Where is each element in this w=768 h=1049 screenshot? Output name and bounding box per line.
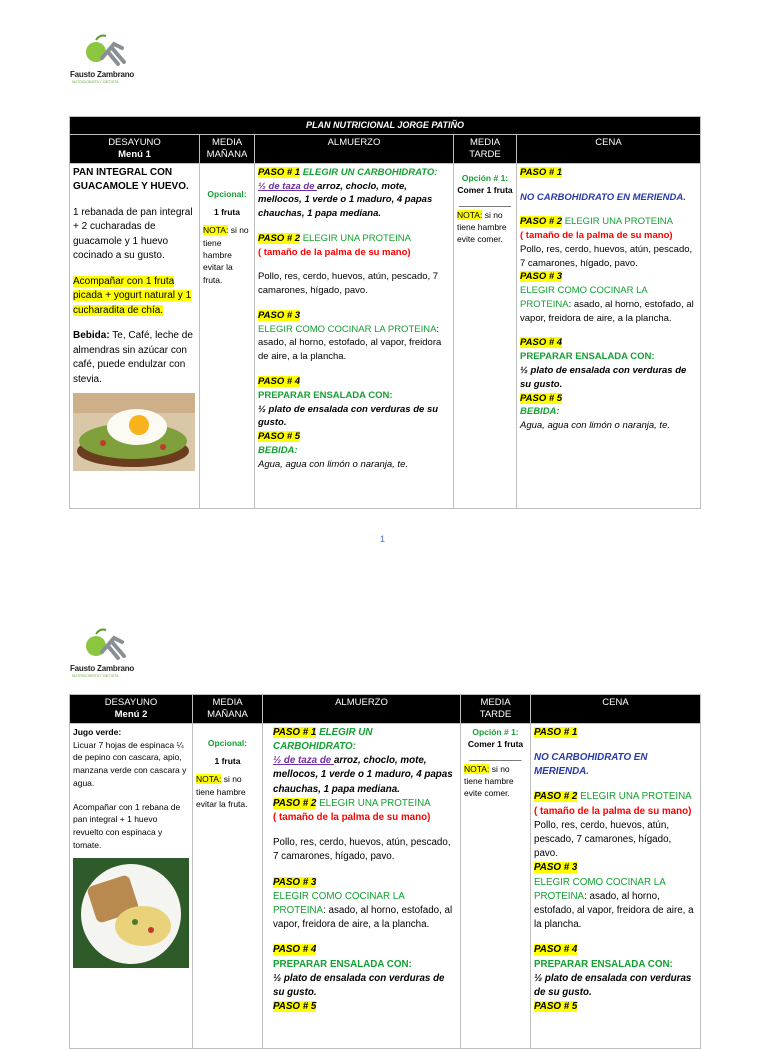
almuerzo-step-3: PASO # 3 [258,309,301,321]
almuerzo-cell [255,163,454,508]
media-tarde-cell [454,163,517,508]
header-cena-2: CENA [531,695,701,724]
almuerzo-step-2-note-2: ( tamaño de la palma de su mano) [273,811,431,823]
almuerzo-step-4-text-2: ½ plato de ensalada con verduras de su gusto. [273,972,445,998]
cena-step-4-title-2: PREPARAR ENSALADA CON: [534,958,673,970]
desayuno-title: PAN INTEGRAL CON GUACAMOLE Y HUEVO. [73,166,189,193]
desayuno-cell [70,163,200,508]
cena-step-2: PASO # 2 ELEGIR UNA PROTEINA [520,216,673,228]
almuerzo-step-2-2: PASO # 2 ELEGIR UNA PROTEINA [273,797,431,809]
menu-label-2: Menú 2 [114,708,148,720]
cena-step-2-note-2: ( tamaño de la palma de su mano) [534,805,692,817]
media-manana-note-2: NOTA: si no tiene hambre evitar la fruta. [196,774,248,809]
almuerzo-step-4-title-2: PREPARAR ENSALADA CON: [273,958,412,970]
cena-step-1: PASO # 1 [520,166,563,178]
header-media-tarde: MEDIA TARDE [454,135,517,164]
brand-logo-2 [70,628,150,678]
almuerzo-step-2-text-2: Pollo, res, cerdo, huevos, atún, pescado, 7 camarones, hígado, pavo. [273,837,451,863]
media-tarde-fruit: Comer 1 fruta [457,185,513,196]
almuerzo-step-4-text: ½ plato de ensalada con verduras de su gusto. [258,403,439,429]
cena-step-4-text: ½ plato de ensalada con verduras de su gusto. [520,364,687,390]
desayuno-accompaniment: Acompañar con 1 fruta picada + yogurt natural y 1 cucharadita de chía. [73,275,192,316]
cena-step-2-note: ( tamaño de la palma de su mano) [520,230,673,242]
almuerzo-step-3-text: ELEGIR COMO COCINAR LA PROTEINA: asado, al horno, estofado, al vapor, freidora de aire, a la plancha. [258,323,442,363]
almuerzo-step-2-note: ( tamaño de la palma de su mano) [258,246,411,258]
almuerzo-step-1-text-2: ½ de taza de arroz, choclo, mote, mellocos, 1 verde o 1 maduro, 4 papas chauchas, 1 papa mediana. [273,755,453,795]
media-manana-fruit: 1 fruta [214,207,240,218]
media-tarde-rule: ___________ [458,197,511,208]
media-manana-fruit-2: 1 fruta [214,756,241,767]
cena-step-4-2: PASO # 4 [534,944,578,956]
almuerzo-step-3-2: PASO # 3 [273,876,317,888]
menu1-table [69,116,701,509]
brand-name-2: Fausto Zambrano [70,664,135,673]
header-cena: CENA [517,135,701,164]
cena-step-3-text: ELEGIR COMO COCINAR LA PROTEINA: asado, al horno, estofado, al vapor, freidora de aire, a la plancha. [520,285,694,324]
media-manana-optional-2: Opcional: [207,737,248,748]
header-desayuno: DESAYUNO Menú 1 [70,135,200,164]
desayuno-accompaniment-2: Acompañar con 1 rebana de pan integral + 1 huevo revuelto con espinaca y tomate. [73,801,181,850]
desayuno-juice-text: Licuar 7 hojas de espinaca ¼ de pepino con cascara, apio, manzana verde con cascara y agua. [73,739,187,788]
almuerzo-step-1-2: PASO # 1 ELEGIR UN CARBOHIDRATO: [273,726,373,752]
desayuno-drink: Bebida: Te, Café, leche de almendras sin azúcar con café, puede endulzar con stevia. [73,330,193,385]
cena-step-2-2: PASO # 2 ELEGIR UNA PROTEINA [534,791,692,803]
almuerzo-step-2-text: Pollo, res, cerdo, huevos, atún, pescado, 7 camarones, hígado, pavo. [258,271,439,297]
cena-drink-label: BEBIDA: [520,406,560,418]
media-tarde-note-2: NOTA: si no tiene hambre evite comer. [464,763,514,799]
media-tarde-rule-2: ___________ [469,751,522,762]
brand-name: Fausto Zambrano [70,70,135,79]
cena-step-5: PASO # 5 [520,392,563,404]
header-media-tarde-2: MEDIA TARDE [461,695,531,724]
media-manana-note: NOTA: si no tiene hambre evitar la fruta. [203,225,249,285]
desayuno-cell-2 [70,723,193,1048]
brand-subtitle: NUTRICIONISTA Y DIETISTA [72,80,119,84]
menu-label: Menú 1 [118,148,151,160]
cena-cell-2 [531,723,701,1048]
header-almuerzo-2: ALMUERZO [263,695,461,724]
logo-icon [78,34,134,70]
media-manana-optional: Opcional: [207,188,247,199]
almuerzo-drink-label: BEBIDA: [258,444,298,456]
cena-step-3-text-2: ELEGIR COMO COCINAR LA PROTEINA: asado, al horno, estofado, al vapor, freidora de aire, a la plancha. [534,876,694,931]
page-number: 1 [380,534,386,544]
cena-step-2-text: Pollo, res, cerdo, huevos, atún, pescado, 7 camarones, hígado, pavo. [520,243,693,269]
almuerzo-step-1-text: ½ de taza de arroz, choclo, mote, mellocos, 1 verde o 1 maduro, 4 papas chauchas, 1 papa mediana. [258,180,433,220]
almuerzo-step-4-title: PREPARAR ENSALADA CON: [258,389,393,401]
menu2-table [69,694,701,1049]
cena-step-3-2: PASO # 3 [534,862,578,874]
logo-icon-2 [78,628,134,664]
cena-step-2-text-2: Pollo, res, cerdo, huevos, atún, pescado, 7 camarones, hígado, pavo. [534,819,672,860]
almuerzo-step-5-2: PASO # 5 [273,1001,317,1013]
brand-subtitle-2: NUTRICIONISTA Y DIETISTA [72,674,119,678]
media-tarde-option-2: Opción # 1: [472,726,519,737]
header-almuerzo: ALMUERZO [255,135,454,164]
avocado-toast-egg-image [73,393,195,471]
media-manana-cell [200,163,255,508]
toast-scrambled-egg-image [73,858,189,968]
cena-step-4: PASO # 4 [520,337,563,349]
almuerzo-cell-2 [263,723,461,1048]
header-media-manana-2: MEDIA MAÑANA [193,695,263,724]
header-media-manana: MEDIA MAÑANA [200,135,255,164]
cena-cell [517,163,701,508]
media-manana-cell-2 [193,723,263,1048]
desayuno-juice-label: Jugo verde: [73,726,122,737]
brand-logo [70,34,150,84]
almuerzo-drink-text: Agua, agua con limón o naranja, te. [258,458,408,470]
almuerzo-step-2: PASO # 2 ELEGIR UNA PROTEINA [258,232,411,244]
media-tarde-fruit-2: Comer 1 fruta [467,739,524,750]
desayuno-description: 1 rebanada de pan integral + 2 cucharadas de guacamole y 1 huevo cocinado a su gusto. [73,206,193,262]
media-tarde-cell-2 [461,723,531,1048]
almuerzo-step-3-text-2: ELEGIR COMO COCINAR LA PROTEINA: asado, al horno, estofado, al vapor, freidora de aire, a la plancha. [273,890,453,931]
almuerzo-step-5: PASO # 5 [258,431,301,443]
cena-no-carb-2: NO CARBOHIDRATO EN MERIENDA. [534,751,648,778]
almuerzo-step-1: PASO # 1 ELEGIR UN CARBOHIDRATO: [258,166,438,178]
header-desayuno-2: DESAYUNO Menú 2 [70,695,193,724]
cena-drink-text: Agua, agua con limón o naranja, te. [520,420,670,432]
cena-step-4-text-2: ½ plato de ensalada con verduras de su gusto. [534,972,692,998]
media-tarde-note: NOTA: si no tiene hambre evite comer. [457,209,507,245]
cena-step-3: PASO # 3 [520,271,563,283]
cena-no-carb: NO CARBOHIDRATO EN MERIENDA. [520,191,686,203]
almuerzo-step-4-2: PASO # 4 [273,944,317,956]
cena-step-1-2: PASO # 1 [534,726,578,738]
cena-step-4-title: PREPARAR ENSALADA CON: [520,351,655,363]
almuerzo-step-4: PASO # 4 [258,375,301,387]
cena-step-5-2: PASO # 5 [534,1001,578,1013]
media-tarde-option: Opción # 1: [461,172,509,183]
plan-title: PLAN NUTRICIONAL JORGE PATIÑO [70,117,701,135]
